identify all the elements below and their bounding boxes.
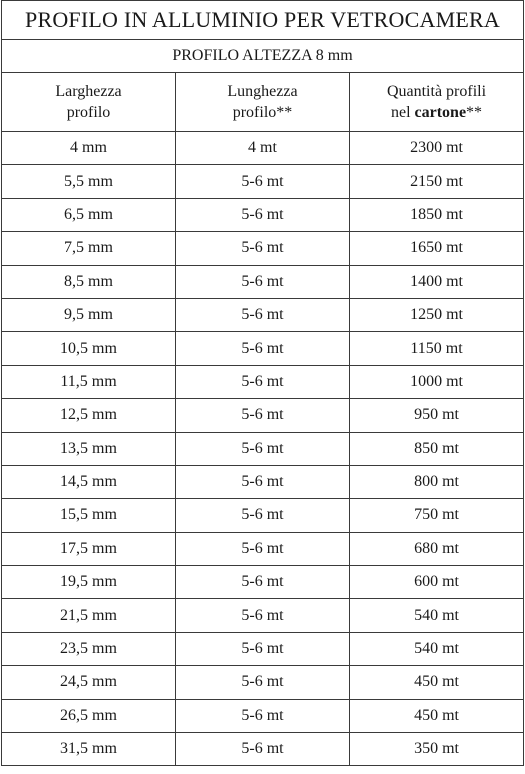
table-row bbox=[2, 365, 524, 398]
cell-length: 5-6 mt bbox=[176, 265, 350, 298]
header-length-line2: profilo** bbox=[232, 104, 293, 121]
cell-width: 31,5 mm bbox=[2, 733, 176, 766]
header-length-line1: Lunghezza bbox=[227, 83, 298, 100]
cell-quantity: 1000 mt bbox=[350, 365, 524, 398]
table-row bbox=[2, 298, 524, 331]
cell-length: 5-6 mt bbox=[176, 399, 350, 432]
cell-width: 19,5 mm bbox=[2, 566, 176, 599]
cell-length: 5-6 mt bbox=[176, 566, 350, 599]
cell-width: 17,5 mm bbox=[2, 532, 176, 565]
cell-length: 5-6 mt bbox=[176, 432, 350, 465]
cell-quantity: 1650 mt bbox=[350, 232, 524, 265]
header-quantity-line2-pre: nel bbox=[390, 104, 415, 121]
cell-width: 24,5 mm bbox=[2, 666, 176, 699]
cell-length: 5-6 mt bbox=[176, 599, 350, 632]
profile-table bbox=[1, 0, 524, 766]
cell-length: 5-6 mt bbox=[176, 499, 350, 532]
table-row bbox=[2, 733, 524, 766]
table-subtitle: PROFILO ALTEZZA 8 mm bbox=[2, 40, 524, 73]
cell-width: 12,5 mm bbox=[2, 399, 176, 432]
table-row bbox=[2, 666, 524, 699]
cell-length: 5-6 mt bbox=[176, 332, 350, 365]
table-row bbox=[2, 566, 524, 599]
cell-length: 5-6 mt bbox=[176, 232, 350, 265]
cell-quantity: 450 mt bbox=[350, 666, 524, 699]
cell-width: 13,5 mm bbox=[2, 432, 176, 465]
header-length bbox=[176, 73, 350, 132]
cell-length: 5-6 mt bbox=[176, 666, 350, 699]
cell-width: 4 mm bbox=[2, 132, 176, 165]
cell-width: 14,5 mm bbox=[2, 465, 176, 498]
cell-length: 5-6 mt bbox=[176, 532, 350, 565]
table-body bbox=[2, 132, 524, 766]
cell-length: 5-6 mt bbox=[176, 365, 350, 398]
table-row bbox=[2, 699, 524, 732]
table-row bbox=[2, 332, 524, 365]
table-row bbox=[2, 265, 524, 298]
cell-width: 9,5 mm bbox=[2, 298, 176, 331]
cell-quantity: 850 mt bbox=[350, 432, 524, 465]
header-width-line1: Larghezza bbox=[55, 83, 122, 100]
table-row bbox=[2, 198, 524, 231]
cell-quantity: 350 mt bbox=[350, 733, 524, 766]
cell-quantity: 750 mt bbox=[350, 499, 524, 532]
cell-quantity: 540 mt bbox=[350, 632, 524, 665]
cell-length: 5-6 mt bbox=[176, 165, 350, 198]
cell-quantity: 2300 mt bbox=[350, 132, 524, 165]
table-row bbox=[2, 632, 524, 665]
cell-length: 4 mt bbox=[176, 132, 350, 165]
header-quantity-line2-post: ** bbox=[466, 104, 483, 121]
cell-width: 23,5 mm bbox=[2, 632, 176, 665]
cell-length: 5-6 mt bbox=[176, 465, 350, 498]
cell-quantity: 450 mt bbox=[350, 699, 524, 732]
cell-width: 7,5 mm bbox=[2, 232, 176, 265]
header-width bbox=[2, 73, 176, 132]
cell-width: 6,5 mm bbox=[2, 198, 176, 231]
cell-width: 26,5 mm bbox=[2, 699, 176, 732]
profile-table-container bbox=[1, 0, 523, 766]
cell-quantity: 1850 mt bbox=[350, 198, 524, 231]
cell-width: 11,5 mm bbox=[2, 365, 176, 398]
cell-length: 5-6 mt bbox=[176, 733, 350, 766]
header-quantity bbox=[350, 73, 524, 132]
cell-quantity: 2150 mt bbox=[350, 165, 524, 198]
table-row bbox=[2, 599, 524, 632]
table-row bbox=[2, 399, 524, 432]
table-row bbox=[2, 532, 524, 565]
cell-width: 8,5 mm bbox=[2, 265, 176, 298]
cell-width: 10,5 mm bbox=[2, 332, 176, 365]
header-width-line2: profilo bbox=[66, 104, 111, 121]
cell-quantity: 1250 mt bbox=[350, 298, 524, 331]
table-row bbox=[2, 165, 524, 198]
cell-quantity: 1400 mt bbox=[350, 265, 524, 298]
cell-length: 5-6 mt bbox=[176, 198, 350, 231]
header-quantity-line2-bold: cartone bbox=[414, 104, 467, 121]
table-row bbox=[2, 432, 524, 465]
cell-quantity: 540 mt bbox=[350, 599, 524, 632]
table-row bbox=[2, 465, 524, 498]
table-row bbox=[2, 499, 524, 532]
cell-length: 5-6 mt bbox=[176, 632, 350, 665]
table-row bbox=[2, 132, 524, 165]
cell-width: 5,5 mm bbox=[2, 165, 176, 198]
cell-quantity: 950 mt bbox=[350, 399, 524, 432]
cell-quantity: 600 mt bbox=[350, 566, 524, 599]
cell-length: 5-6 mt bbox=[176, 298, 350, 331]
cell-quantity: 680 mt bbox=[350, 532, 524, 565]
table-title: PROFILO IN ALLUMINIO PER VETROCAMERA bbox=[2, 1, 524, 40]
cell-length: 5-6 mt bbox=[176, 699, 350, 732]
table-row bbox=[2, 232, 524, 265]
cell-width: 15,5 mm bbox=[2, 499, 176, 532]
header-quantity-line1: Quantità profili bbox=[386, 83, 487, 100]
cell-quantity: 800 mt bbox=[350, 465, 524, 498]
cell-quantity: 1150 mt bbox=[350, 332, 524, 365]
cell-width: 21,5 mm bbox=[2, 599, 176, 632]
